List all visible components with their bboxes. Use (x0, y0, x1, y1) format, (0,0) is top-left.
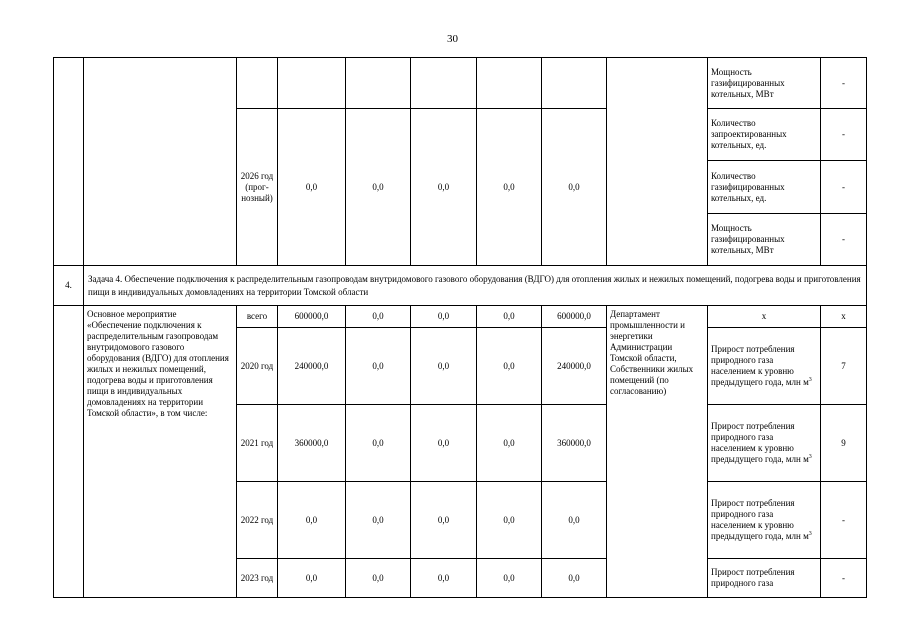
empty-executor-cell (607, 58, 708, 266)
indicator-value: - (821, 161, 867, 214)
value-cell: 240000,0 (542, 328, 607, 405)
indicator-name: Количество запроектированных котельных, ед. (708, 109, 821, 161)
year-cell: 2021 год (237, 405, 278, 482)
value-cell: 0,0 (346, 405, 411, 482)
year-cell: 2020 год (237, 328, 278, 405)
value-cell: 0,0 (278, 559, 346, 598)
empty-number-cell (54, 306, 84, 598)
value-cell: 0,0 (411, 405, 477, 482)
indicator-name: Прирост потребления природного газа населением к уровню предыдущего года, млн $м^3$ (708, 328, 821, 405)
program-table (53, 57, 867, 598)
empty-name-cell (84, 58, 237, 266)
indicator-name: Прирост потребления природного газа населением к уровню предыдущего года, млн $м^3$ (708, 482, 821, 559)
value-cell: 0,0 (346, 482, 411, 559)
value-cell: 360000,0 (542, 405, 607, 482)
value-cell: 0,0 (477, 306, 542, 328)
value-cell: 0,0 (278, 482, 346, 559)
value-cell: 0,0 (477, 328, 542, 405)
indicator-value: - (821, 58, 867, 109)
value-cell: 0,0 (346, 109, 411, 266)
indicator-name: Мощность газифицированных котельных, МВт (708, 214, 821, 266)
year-cell: 2023 год (237, 559, 278, 598)
indicator-name: х (708, 306, 821, 328)
value-cell: 360000,0 (278, 405, 346, 482)
value-cell: 0,0 (346, 328, 411, 405)
indicator-name: Мощность газифицированных котельных, МВт (708, 58, 821, 109)
indicator-value: 7 (821, 328, 867, 405)
event-name: Основное мероприятие «Обеспечение подключения к распределительным газопроводам внутридомового газового оборудования (ВДГО) для отопления жилых и нежилых помещений, подогрева воды и приготовления пищи в индивидуальных домовладениях на территории Томской области», в том числе: (84, 306, 237, 598)
year-cell: 2022 год (237, 482, 278, 559)
page-number: 30 (447, 33, 458, 45)
indicator-value: - (821, 482, 867, 559)
value-cell: 0,0 (477, 405, 542, 482)
value-cell: 0,0 (542, 559, 607, 598)
value-cell: 0,0 (411, 482, 477, 559)
indicator-name: Прирост потребления природного газа (708, 559, 821, 598)
value-cell: 0,0 (477, 109, 542, 266)
indicator-value: - (821, 559, 867, 598)
value-cell: 0,0 (411, 109, 477, 266)
value-cell: 240000,0 (278, 328, 346, 405)
indicator-value: - (821, 214, 867, 266)
value-cell: 600000,0 (542, 306, 607, 328)
indicator-value: х (821, 306, 867, 328)
indicator-name: Количество газифицированных котельных, ед. (708, 161, 821, 214)
task-number: 4. (54, 266, 84, 306)
task-title: Задача 4. Обеспечение подключения к распределительным газопроводам внутридомового газового оборудования (ВДГО) для отопления жилых и нежилых помещений, подогрева воды и приготовления пищи в индивидуальных домовладениях на территории Томской области (84, 266, 867, 306)
value-cell: 0,0 (477, 559, 542, 598)
value-cell: 0,0 (346, 559, 411, 598)
value-cell: 0,0 (542, 109, 607, 266)
value-cell: 0,0 (411, 306, 477, 328)
indicator-name: Прирост потребления природного газа населением к уровню предыдущего года, млн $м^3$ (708, 405, 821, 482)
value-cell: 0,0 (477, 482, 542, 559)
executor-cell: Департамент промышленности и энергетики Администрации Томской области, Собственники жилых помещений (по согласованию) (607, 306, 708, 598)
value-cell: 0,0 (346, 306, 411, 328)
empty-number-cell (54, 58, 84, 266)
value-cell: 0,0 (411, 559, 477, 598)
indicator-value: - (821, 109, 867, 161)
year-cell: 2026 год (прог-нозный) (237, 109, 278, 266)
value-cell: 0,0 (542, 482, 607, 559)
indicator-value: 9 (821, 405, 867, 482)
value-cell: 0,0 (411, 328, 477, 405)
value-cell: 600000,0 (278, 306, 346, 328)
value-cell: 0,0 (278, 109, 346, 266)
year-cell: всего (237, 306, 278, 328)
